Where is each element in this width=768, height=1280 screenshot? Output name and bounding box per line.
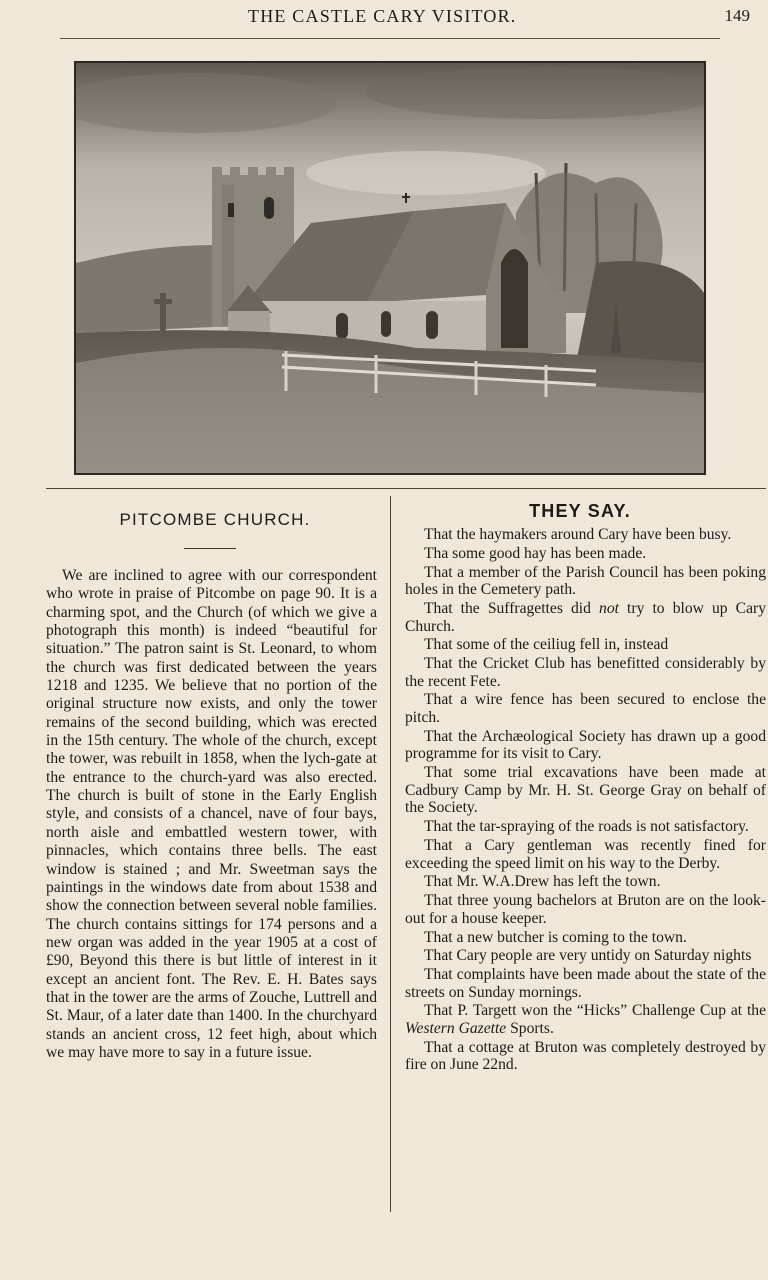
running-head <box>60 4 750 28</box>
list-item: That a wire fence has been secured to enclose the pitch. <box>405 691 766 727</box>
section-rule <box>46 488 766 489</box>
list-item: That three young bachelors at Bruton are on the look-out for a house keeper. <box>405 892 766 927</box>
list-item: Tha some good hay has been made. <box>424 544 647 562</box>
list-item <box>405 600 766 635</box>
list-item: That the Archæological Society has drawn up a good programme for its visit to Cary. <box>405 727 766 763</box>
they-say-heading: THEY SAY. <box>529 501 631 521</box>
pitcombe-article <box>46 567 377 1062</box>
list-item <box>405 1002 766 1037</box>
column-divider <box>390 496 391 1212</box>
heading-rule <box>184 548 236 549</box>
top-rule <box>60 38 720 39</box>
pitcombe-heading: PITCOMBE CHURCH. <box>119 510 311 529</box>
list-item: That the Cricket Club has benefitted considerably by the recent Fete. <box>405 655 766 690</box>
item-text: try to blow up Cary Church. <box>405 599 766 635</box>
page-number: 149 <box>724 6 750 25</box>
running-title: THE CASTLE CARY VISITOR. <box>248 6 517 26</box>
church-photo-drawing <box>76 63 704 473</box>
list-item: That a Cary gentleman was recently fined for exceeding the speed limit on his way to the Derby. <box>405 836 766 872</box>
church-photograph <box>74 61 706 475</box>
item-emphasis: Western Gazette <box>405 1020 507 1038</box>
list-item: That Cary people are very untidy on Saturday nights <box>424 947 752 965</box>
item-text: That the Suffragettes did <box>424 599 600 617</box>
article-paragraph: We are inclined to agree with our correspondent who wrote in praise of Pitcombe on page 90. It is a charming spot, and the Church (of which we give a photograph this month) is indeed “beautiful for situation.” The patron saint is St. Leonard, to whom the church was first dedicated between the years 1218 and 1235. We believe that no portion of the original structure now exists, and only the tower remains of the second building, which was erected in the 15th century. The whole of the church, except the tower, was rebuilt in 1858, when the lych-gate at the entrance to the church-yard was also erected. The church is built of stone in the Early English style, and consists of a chancel, nave of four bays, north aisle and embattled western tower, with pinnacles, which contains three bells. The east window is stained ; and Mr. Sweetman says the paintings in the windows date from about 1538 and show the connection between several noble families. The church contains sittings for 174 persons and a new organ was added in the year 1905 at a cost of £90, Beyond this there is but little of interest in it except an ancient font. The Rev. E. H. Bates says that in the tower are the arms of Zouche, Luttrell and St. Maur, of a later date than 1400. In the churchyard stands an ancient cross, 12 feet high, about which we may have more to say in a future issue. <box>46 567 377 1061</box>
item-text: Sports. <box>506 1020 554 1038</box>
list-item: That the tar-spraying of the roads is not satisfactory. <box>424 818 749 836</box>
list-item: That a new butcher is coming to the town. <box>424 928 687 946</box>
list-item: That a member of the Parish Council has been poking holes in the Cemetery path. <box>405 563 766 599</box>
list-item: That Mr. W.A.Drew has left the town. <box>424 873 661 891</box>
list-item: That a cottage at Bruton was completely destroyed by fire on June 22nd. <box>405 1038 766 1074</box>
they-say-list <box>405 526 766 1075</box>
list-item: That some trial excavations have been made at Cadbury Camp by Mr. H. St. George Gray on behalf of the Society. <box>405 764 766 817</box>
list-item: That the haymakers around Cary have been busy. <box>424 526 732 543</box>
list-item: That some of the ceiliug fell in, instead <box>424 636 669 654</box>
item-emphasis: not <box>599 599 619 617</box>
list-item: That complaints have been made about the state of the streets on Sunday mornings. <box>405 966 766 1001</box>
item-text: That P. Targett won the “Hicks” Challenge Cup at the <box>424 1002 766 1020</box>
